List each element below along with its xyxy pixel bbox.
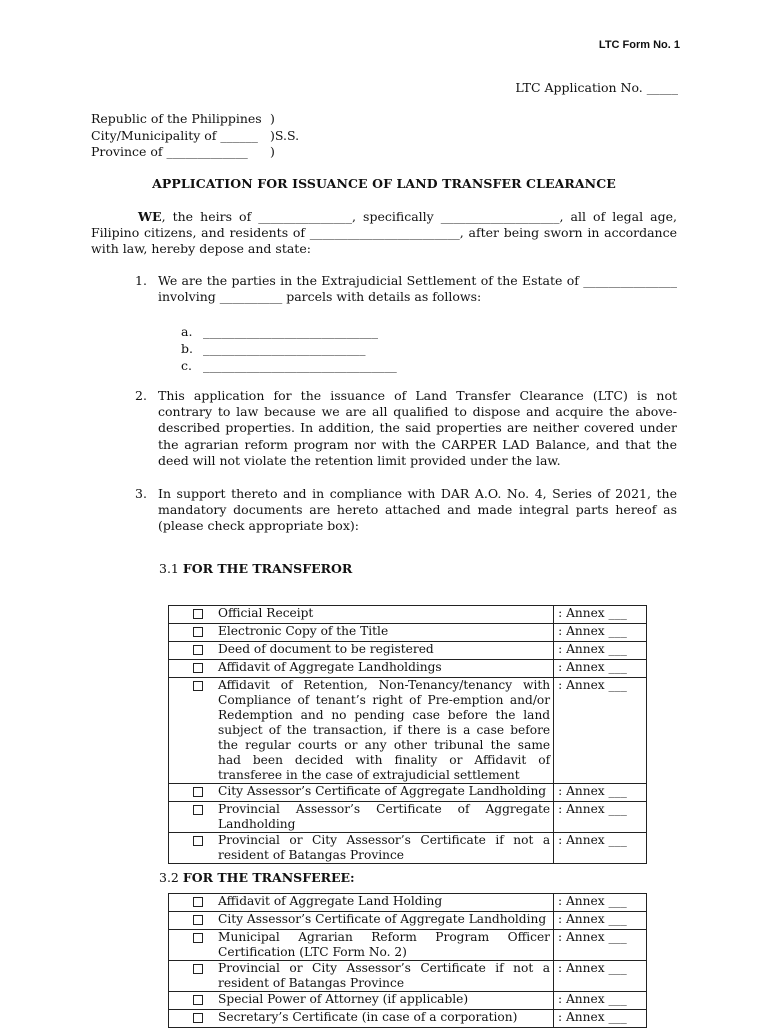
checkbox[interactable] — [193, 609, 203, 619]
venue-province: Province of _____________ — [91, 144, 248, 159]
document-name: Provincial Assessor’s Certificate of Aggregate Landholding — [213, 802, 554, 833]
section-title: FOR THE TRANSFEROR — [182, 561, 353, 576]
intro-text: , the heirs of _______________, specifically ___________________, all of legal age, Filipino citizens, and residents of ________________________, after being sworn in accordance with law, hereby depose and state: — [91, 209, 677, 257]
checkbox[interactable] — [193, 995, 203, 1005]
document-name: Secretary’s Certificate (in case of a corporation) — [213, 1010, 553, 1028]
item-text: In support thereto and in compliance with DAR A.O. No. 4, Series of 2021, the mandatory documents are hereto attached and made integral parts hereof as (please check appropriate box): — [158, 486, 677, 534]
table-row — [169, 833, 647, 864]
item-1 — [135, 273, 677, 305]
annex-field: : Annex ___ — [554, 606, 647, 624]
document-name: City Assessor’s Certificate of Aggregate Landholding — [213, 784, 554, 802]
document-name: Provincial or City Assessor’s Certificate if not a resident of Batangas Province — [213, 961, 553, 992]
venue-block — [91, 111, 300, 161]
table-row — [169, 660, 647, 678]
checkbox[interactable] — [193, 897, 203, 907]
checkbox[interactable] — [193, 627, 203, 637]
checkbox[interactable] — [193, 915, 203, 925]
checkbox[interactable] — [193, 681, 203, 691]
annex-field: : Annex ___ — [554, 992, 647, 1010]
sub-item-b — [181, 340, 366, 357]
table-row — [169, 624, 647, 642]
annex-field: : Annex ___ — [554, 784, 647, 802]
venue-paren-1: ) — [270, 111, 275, 126]
sub-item-number: b. — [181, 341, 193, 356]
table-row — [169, 930, 647, 961]
annex-field: : Annex ___ — [554, 894, 647, 912]
checkbox[interactable] — [193, 933, 203, 943]
venue-paren-2: )S.S. — [270, 127, 300, 143]
sub-item-number: a. — [181, 324, 193, 339]
checkbox[interactable] — [193, 836, 203, 846]
annex-field: : Annex ___ — [554, 930, 647, 961]
document-name: Affidavit of Aggregate Land Holding — [213, 894, 553, 912]
table-row — [169, 961, 647, 992]
annex-field: : Annex ___ — [554, 912, 647, 930]
transferor-heading — [159, 561, 352, 576]
annex-field: : Annex ___ — [554, 1010, 647, 1028]
document-name: City Assessor’s Certificate of Aggregate Landholding — [213, 912, 553, 930]
document-name: Municipal Agrarian Reform Program Officer Certification (LTC Form No. 2) — [213, 930, 553, 961]
item-3 — [135, 486, 677, 535]
table-row — [169, 784, 647, 802]
document-name: Special Power of Attorney (if applicable) — [213, 992, 553, 1010]
intro-paragraph — [91, 209, 677, 258]
application-number: LTC Application No. _____ — [515, 80, 678, 95]
venue-paren-3: ) — [270, 144, 275, 159]
checkbox[interactable] — [193, 787, 203, 797]
form-number: LTC Form No. 1 — [598, 39, 680, 51]
document-title: APPLICATION FOR ISSUANCE OF LAND TRANSFER CLEARANCE — [152, 176, 616, 191]
venue-city: City/Municipality of ______ — [91, 127, 258, 143]
item-text: We are the parties in the Extrajudicial Settlement of the Estate of _______________ involving __________ parcels with details as follows: — [158, 273, 677, 305]
document-name: Affidavit of Retention, Non-Tenancy/tenancy with Compliance of tenant’s right of Pre-emption and/or Redemption and no pending case before the land subject of the transaction, if there is a case before the regular courts or any other tribunal the same had been decided with finality or Affidavit of transferee in the case of extrajudicial settlement — [213, 678, 554, 784]
document-name: Electronic Copy of the Title — [213, 624, 554, 642]
annex-field: : Annex ___ — [554, 660, 647, 678]
transferee-table — [168, 893, 647, 1028]
sub-item-a — [181, 323, 378, 340]
annex-field: : Annex ___ — [554, 678, 647, 784]
checkbox[interactable] — [193, 663, 203, 673]
annex-field: : Annex ___ — [554, 961, 647, 992]
document-name: Deed of document to be registered — [213, 642, 554, 660]
item-number: 3. — [135, 486, 147, 501]
checkbox[interactable] — [193, 1013, 203, 1023]
item-text: This application for the issuance of Land Transfer Clearance (LTC) is not contrary to law because we are all qualified to dispose and acquire the above-described properties. In addition, the said properties are neither covered under the agrarian reform program nor with the CARPER LAD Balance, and that the deed will not violate the retention limit provided under the law. — [158, 388, 677, 468]
document-name: Official Receipt — [213, 606, 554, 624]
table-row — [169, 894, 647, 912]
annex-field: : Annex ___ — [554, 802, 647, 833]
transferee-heading — [159, 870, 355, 885]
document-name: Affidavit of Aggregate Landholdings — [213, 660, 554, 678]
table-row — [169, 992, 647, 1010]
sub-item-blank: __________________________ — [203, 341, 366, 356]
table-row — [169, 606, 647, 624]
section-title: FOR THE TRANSFEREE: — [182, 870, 355, 885]
annex-field: : Annex ___ — [554, 642, 647, 660]
checkbox[interactable] — [193, 964, 203, 974]
annex-field: : Annex ___ — [554, 833, 647, 864]
transferor-table — [168, 605, 647, 864]
table-row — [169, 1010, 647, 1028]
table-row — [169, 912, 647, 930]
table-row — [169, 802, 647, 833]
checkbox[interactable] — [193, 805, 203, 815]
checkbox[interactable] — [193, 645, 203, 655]
table-row — [169, 642, 647, 660]
item-2 — [135, 388, 677, 469]
section-number: 3.2 — [159, 870, 179, 885]
intro-we: WE — [138, 209, 162, 224]
sub-item-number: c. — [181, 358, 192, 373]
sub-item-blank: _______________________________ — [203, 358, 397, 373]
section-number: 3.1 — [159, 561, 179, 576]
annex-field: : Annex ___ — [554, 624, 647, 642]
sub-item-blank: ____________________________ — [203, 324, 378, 339]
item-number: 2. — [135, 388, 147, 403]
item-number: 1. — [135, 273, 147, 288]
sub-item-c — [181, 357, 397, 374]
document-name: Provincial or City Assessor’s Certificate if not a resident of Batangas Province — [213, 833, 554, 864]
venue-country: Republic of the Philippines — [91, 111, 262, 126]
table-row — [169, 678, 647, 784]
